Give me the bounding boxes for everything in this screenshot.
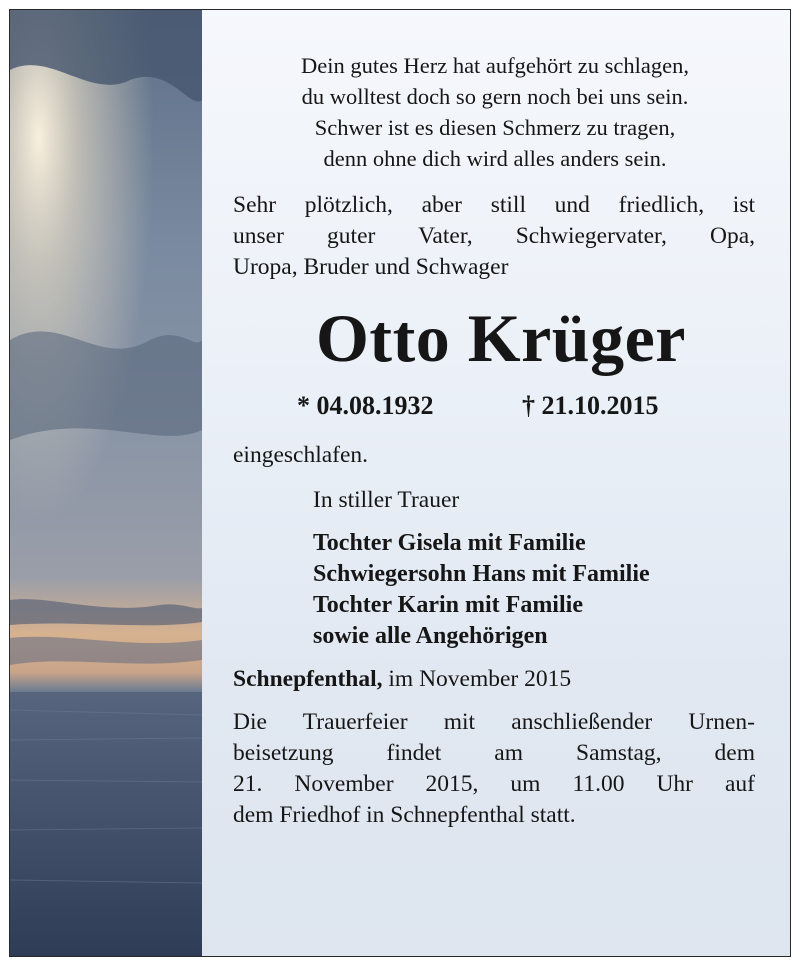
intro-line: Uropa, Bruder und Schwager xyxy=(233,254,509,280)
mourner-line: Schwiegersohn Hans mit Familie xyxy=(313,561,650,587)
intro-text xyxy=(233,190,755,283)
deceased-name: Otto Krüger xyxy=(316,300,686,376)
place-date xyxy=(233,664,755,695)
death-date: † 21.10.2015 xyxy=(522,391,659,420)
poem-line: du wolltest doch so gern noch bei uns sein. xyxy=(301,84,689,109)
intro-line: Sehr plötzlich, aber still und friedlich, ist xyxy=(233,192,755,218)
mourning-heading: In stiller Trauer xyxy=(313,487,460,513)
intro-line: unser guter Vater, Schwiegervater, Opa, xyxy=(233,223,755,249)
ceremony-line: beisetzung findet am Samstag, dem xyxy=(233,740,755,766)
place-name: Schnepfenthal, xyxy=(233,666,383,692)
obituary-content xyxy=(233,50,755,831)
sky-sea-image xyxy=(10,10,202,956)
ceremony-line: Die Trauerfeier mit anschließender Urnen- xyxy=(233,709,755,735)
poem xyxy=(233,50,755,174)
life-dates xyxy=(233,390,755,422)
ceremony-text xyxy=(233,707,755,831)
poem-line: Schwer ist es diesen Schmerz zu tragen, xyxy=(314,115,676,140)
poem-line: Dein gutes Herz hat aufgehört zu schlagen, xyxy=(301,53,689,78)
mourner-line: Tochter Gisela mit Familie xyxy=(313,530,586,556)
ceremony-line: dem Friedhof in Schnepfenthal statt. xyxy=(233,802,576,828)
mourner-line: sowie alle Angehörigen xyxy=(313,623,548,649)
passed-text: eingeschlafen. xyxy=(233,442,369,468)
mourners-list xyxy=(233,528,755,652)
poem-line: denn ohne dich wird alles anders sein. xyxy=(323,146,667,171)
place-date-text: im November 2015 xyxy=(382,666,572,692)
mourner-line: Tochter Karin mit Familie xyxy=(313,592,583,618)
ceremony-line: 21. November 2015, um 11.00 Uhr auf xyxy=(233,771,755,797)
birth-date: * 04.08.1932 xyxy=(297,391,434,420)
